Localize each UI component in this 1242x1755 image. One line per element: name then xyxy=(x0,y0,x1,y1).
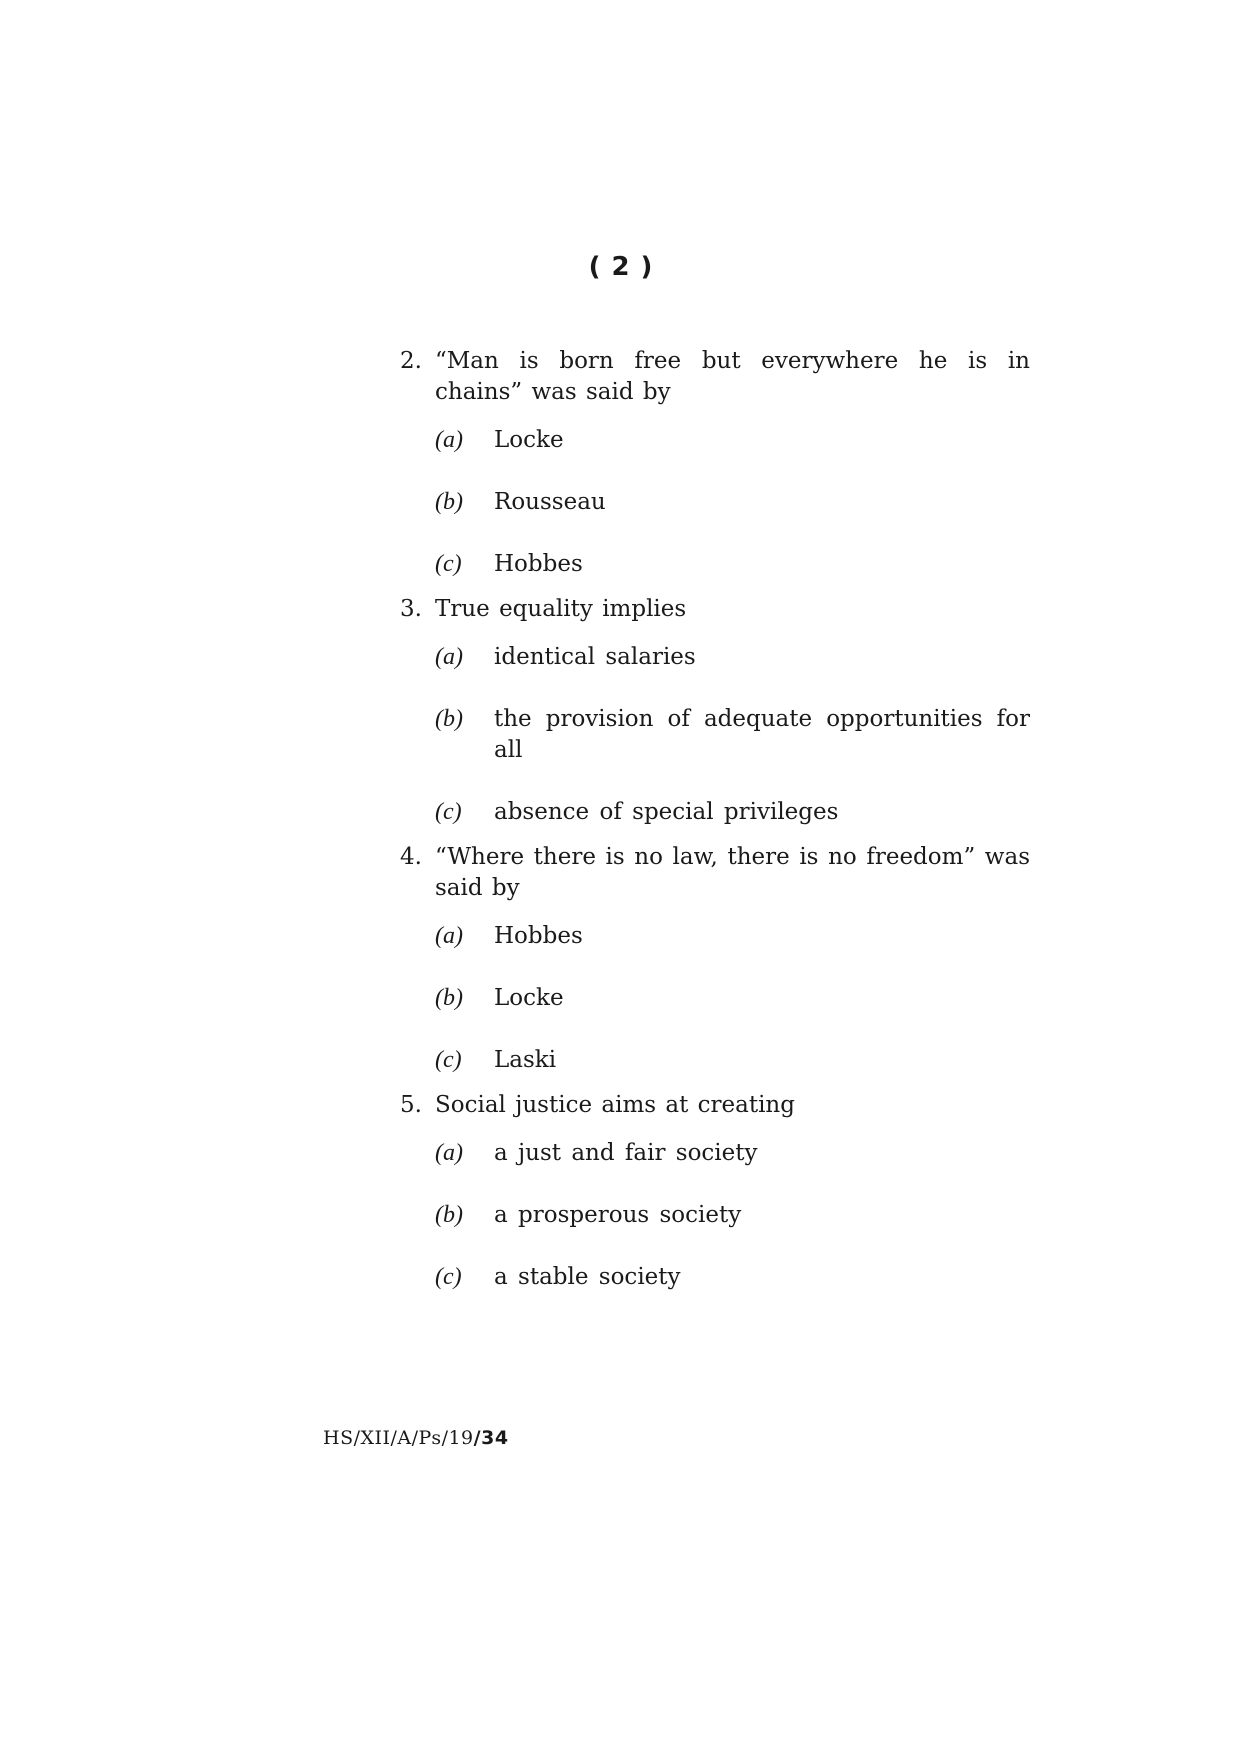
option-b xyxy=(435,983,1030,1014)
option-text: Rousseau xyxy=(494,489,606,515)
option-text: a prosperous society xyxy=(494,1202,742,1228)
question-text: “Man is born free but everywhere he is in chains” was said by xyxy=(435,348,1030,405)
option-letter: (c) xyxy=(435,1264,462,1290)
option-letter: (a) xyxy=(435,644,463,670)
page-number-close-paren: ) xyxy=(640,252,654,282)
option-letter: (b) xyxy=(435,489,463,515)
page-number xyxy=(0,252,1242,282)
option-text: Laski xyxy=(494,1047,557,1073)
question-number: 3. xyxy=(400,596,422,622)
option-letter: (b) xyxy=(435,706,463,732)
question-text: True equality implies xyxy=(435,596,687,622)
page-number-value: 2 xyxy=(611,252,631,282)
question-2 xyxy=(400,346,1030,580)
question-text: Social justice aims at creating xyxy=(435,1092,795,1118)
page-number-open-paren: ( xyxy=(588,252,602,282)
question-text: “Where there is no law, there is no freedom” was said by xyxy=(435,844,1030,901)
option-b xyxy=(435,1200,1030,1231)
option-letter: (a) xyxy=(435,427,463,453)
option-text: Locke xyxy=(494,985,564,1011)
footer-code xyxy=(323,1427,509,1449)
footer-code-text: HS/XII/A/Ps/19 xyxy=(323,1427,474,1449)
option-c xyxy=(435,549,1030,580)
option-letter: (b) xyxy=(435,1202,463,1228)
option-text: Hobbes xyxy=(494,551,583,577)
option-letter: (c) xyxy=(435,551,462,577)
option-b xyxy=(435,487,1030,518)
option-b xyxy=(435,704,1030,766)
option-text: identical salaries xyxy=(494,644,696,670)
option-c xyxy=(435,1262,1030,1293)
option-a xyxy=(435,1138,1030,1169)
option-list xyxy=(435,425,1030,580)
question-number: 2. xyxy=(400,348,422,374)
question-3 xyxy=(400,594,1030,828)
option-text: Hobbes xyxy=(494,923,583,949)
option-text: a just and fair society xyxy=(494,1140,758,1166)
option-a xyxy=(435,921,1030,952)
option-list xyxy=(435,921,1030,1076)
option-c xyxy=(435,797,1030,828)
option-letter: (c) xyxy=(435,799,462,825)
question-5 xyxy=(400,1090,1030,1293)
option-letter: (b) xyxy=(435,985,463,1011)
question-4 xyxy=(400,842,1030,1076)
option-text: the provision of adequate opportunities for all xyxy=(494,706,1030,763)
option-letter: (a) xyxy=(435,1140,463,1166)
option-c xyxy=(435,1045,1030,1076)
question-list xyxy=(400,346,1030,1307)
question-number: 5. xyxy=(400,1092,422,1118)
question-number: 4. xyxy=(400,844,422,870)
option-letter: (c) xyxy=(435,1047,462,1073)
footer-page-count: /34 xyxy=(473,1427,509,1449)
option-a xyxy=(435,425,1030,456)
option-list xyxy=(435,1138,1030,1293)
option-letter: (a) xyxy=(435,923,463,949)
option-text: a stable society xyxy=(494,1264,681,1290)
option-text: absence of special privileges xyxy=(494,799,839,825)
option-text: Locke xyxy=(494,427,564,453)
option-list xyxy=(435,642,1030,828)
option-a xyxy=(435,642,1030,673)
